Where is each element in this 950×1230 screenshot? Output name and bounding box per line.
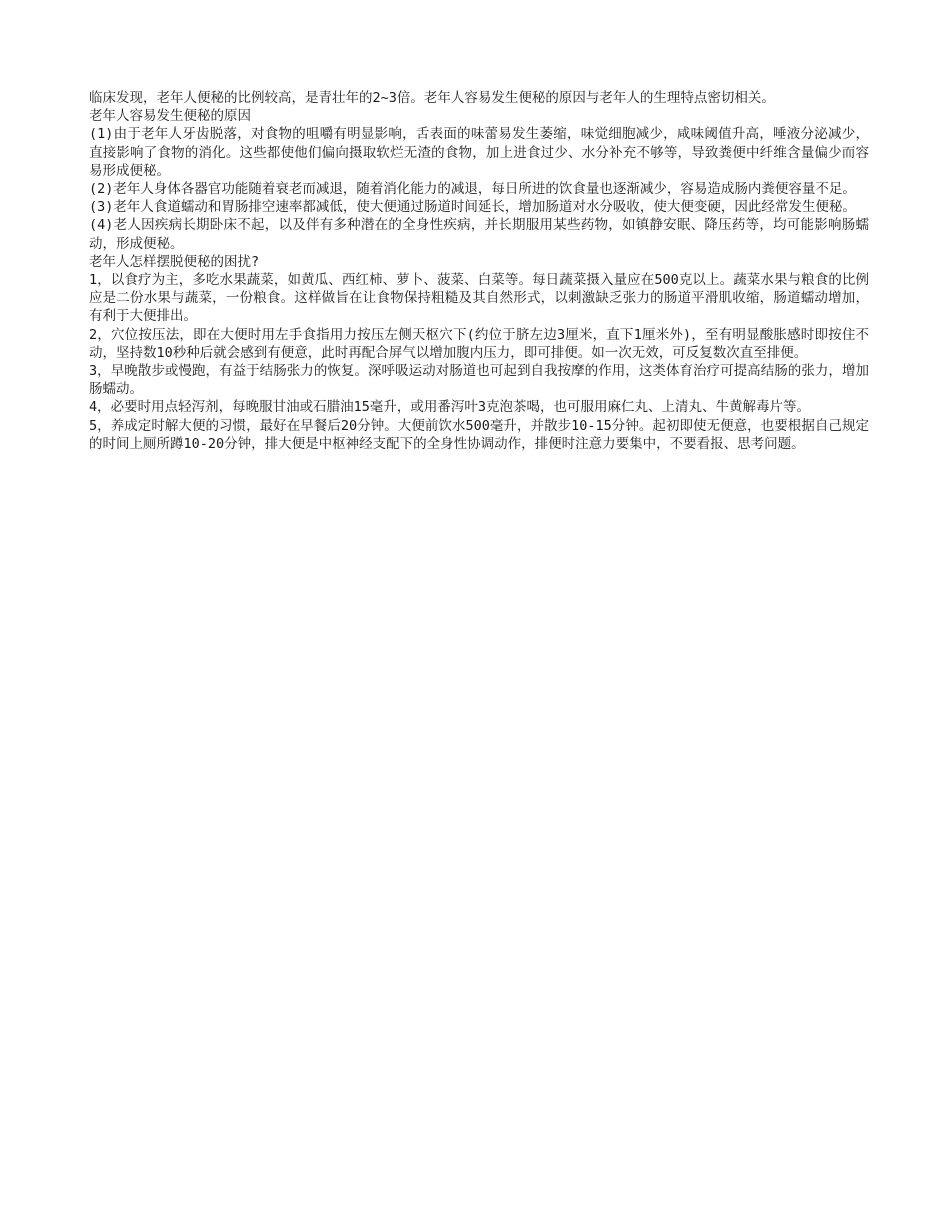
section-heading-causes: 老年人容易发生便秘的原因 [89,108,251,125]
remedy-item-2: 2，穴位按压法，即在大便时用左手食指用力按压左侧天枢穴下(约位于脐左边3厘米，直下1厘米外)，至有明显酸胀感时即按住不动，坚持数10秒种后就会感到有便意，此时再配合屏气以增加腹内压力，即可排便。如一次无效，可反复数次直至排便。 [89,326,869,361]
remedy-item-5: 5，养成定时解大便的习惯，最好在早餐后20分钟。大便前饮水500毫升，并散步10-15分钟。起初即使无便意，也要根据自己规定的时间上厕所蹲10-20分钟，排大便是中枢神经支配下的全身性协调动作，排便时注意力要集中，不要看报、思考问题。 [89,417,869,452]
cause-item-1: (1)由于老年人牙齿脱落，对食物的咀嚼有明显影响，舌表面的味蕾易发生萎缩，味觉细胞减少，咸味阈值升高，唾液分泌减少，直接影响了食物的消化。这些都使他们偏向摄取软烂无渣的食物，加上进食过少、水分补充不够等，导致粪便中纤维含量偏少而容易形成便秘。 [89,126,869,179]
remedy-item-3: 3，早晚散步或慢跑，有益于结肠张力的恢复。深呼吸运动对肠道也可起到自我按摩的作用，这类体育治疗可提高结肠的张力，增加肠蠕动。 [89,363,869,398]
document-body [89,89,869,453]
cause-item-3: (3)老年人食道蠕动和胃肠排空速率都减低，使大便通过肠道时间延长，增加肠道对水分吸收，使大便变硬，因此经常发生便秘。 [89,199,856,216]
intro-paragraph: 临床发现，老年人便秘的比例较高，是青壮年的2~3倍。老年人容易发生便秘的原因与老年人的生理特点密切相关。 [89,90,775,106]
section-heading-remedies: 老年人怎样摆脱便秘的困扰? [89,253,260,270]
remedy-item-4: 4，必要时用点轻泻剂，每晚服甘油或石腊油15毫升，或用番泻叶3克泡茶喝，也可服用麻仁丸、上清丸、牛黄解毒片等。 [89,399,811,416]
remedy-item-1: 1，以食疗为主，多吃水果蔬菜，如黄瓜、西红柿、萝卜、菠菜、白菜等。每日蔬菜摄入量应在500克以上。蔬菜水果与粮食的比例应是二份水果与蔬菜，一份粮食。这样做旨在让食物保持粗糙及其自然形式，以刺激缺乏张力的肠道平滑肌收缩，肠道蠕动增加，有利于大便排出。 [89,272,869,325]
cause-item-2: (2)老年人身体各器官功能随着衰老而减退，随着消化能力的减退，每日所进的饮食量也逐渐减少，容易造成肠内粪便容量不足。 [89,181,856,198]
cause-item-4: (4)老人因疾病长期卧床不起，以及伴有多种潜在的全身性疾病，并长期服用某些药物，如镇静安眠、降压药等，均可能影响肠蠕动，形成便秘。 [89,217,869,252]
